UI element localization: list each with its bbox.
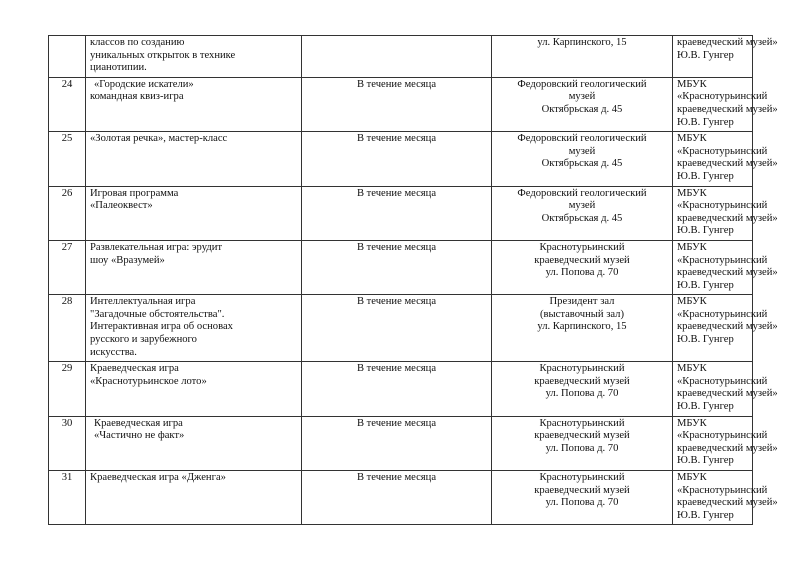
event-date: В течение месяца <box>356 296 437 308</box>
event-name-line: «Краснотурьинское лото» <box>90 375 207 387</box>
event-name-line: Интерактивная игра об основах <box>90 321 233 333</box>
event-place-line: Федоровский геологический <box>517 187 647 199</box>
row-number: 26 <box>61 187 73 199</box>
event-date-cell <box>302 362 492 416</box>
event-place-line: Краснотурьинский <box>539 417 625 429</box>
event-name-cell <box>86 416 302 470</box>
event-name-line: «Золотая речка», мастер-класс <box>90 133 228 145</box>
event-place-cell <box>492 36 673 78</box>
event-place-cell <box>492 416 673 470</box>
event-name-cell <box>86 186 302 240</box>
event-name-line: искусства. <box>90 346 137 358</box>
organizer-line: краеведческий музей» <box>677 388 778 400</box>
event-name-line: классов по созданию <box>90 37 185 48</box>
event-date-cell <box>302 416 492 470</box>
event-place-line: краеведческий музей <box>534 254 630 266</box>
event-date: В течение месяца <box>356 363 437 375</box>
event-place-line: Федоровский геологический <box>517 133 647 145</box>
event-place-cell <box>492 471 673 525</box>
organizer-line: «Краснотурьинский <box>677 200 768 212</box>
event-place-cell <box>492 362 673 416</box>
event-place-line: Октябрьская д. 45 <box>541 158 623 170</box>
event-place-line: Президент зал <box>549 296 615 308</box>
organizer-line: краеведческий музей» <box>677 37 778 48</box>
organizer-line: «Краснотурьинский <box>677 375 768 387</box>
table-row <box>49 240 753 294</box>
event-name-cell <box>86 132 302 186</box>
event-date: В течение месяца <box>356 241 437 253</box>
organizer-line: Ю.В. Гунгер <box>677 170 734 182</box>
organizer-line: Ю.В. Гунгер <box>677 334 734 346</box>
row-number: 29 <box>61 363 73 375</box>
event-name-line: Интеллектуальная игра <box>90 296 196 308</box>
organizer-line: «Краснотурьинский <box>677 484 768 496</box>
organizer-line: краеведческий музей» <box>677 267 778 279</box>
table-row <box>49 295 753 362</box>
organizer-line: краеведческий музей» <box>677 103 778 115</box>
event-name-cell <box>86 362 302 416</box>
row-number: 31 <box>61 472 73 484</box>
row-number-cell <box>49 240 86 294</box>
event-place-line: ул. Карпинского, 15 <box>537 37 627 48</box>
organizer-line: МБУК <box>677 78 707 90</box>
event-date: В течение месяца <box>356 133 437 145</box>
row-number: 28 <box>61 296 73 308</box>
event-name-line: шоу «Вразумей» <box>90 254 165 266</box>
organizer-cell <box>673 186 778 240</box>
event-place-line: Краснотурьинский <box>539 472 625 484</box>
event-place-cell <box>492 186 673 240</box>
event-name-line: "Загадочные обстоятельства". <box>90 308 225 320</box>
organizer-line: МБУК <box>677 187 707 199</box>
events-table <box>48 35 778 525</box>
organizer-line: Ю.В. Гунгер <box>677 279 734 291</box>
event-name-line: Развлекательная игра: эрудит <box>90 241 223 253</box>
table-row <box>49 362 753 416</box>
row-number-cell <box>49 362 86 416</box>
event-place-line: музей <box>568 91 596 103</box>
event-place-line: (выставочный зал) <box>540 308 624 320</box>
organizer-cell <box>673 295 778 362</box>
event-date-cell <box>302 132 492 186</box>
organizer-line: Ю.В. Гунгер <box>677 225 734 237</box>
organizer-line: МБУК <box>677 417 707 429</box>
organizer-cell <box>673 471 778 525</box>
event-date: В течение месяца <box>356 417 437 429</box>
event-name-line: командная квиз-игра <box>90 91 184 103</box>
event-place-line: ул. Карпинского, 15 <box>537 321 627 333</box>
row-number-cell <box>49 77 86 131</box>
event-place-line: Краснотурьинский <box>539 363 625 375</box>
organizer-line: МБУК <box>677 472 707 484</box>
event-name-cell <box>86 295 302 362</box>
event-date: В течение месяца <box>356 472 437 484</box>
organizer-line: краеведческий музей» <box>677 212 778 224</box>
event-date-cell <box>302 471 492 525</box>
organizer-cell <box>673 77 778 131</box>
organizer-line: краеведческий музей» <box>677 497 778 509</box>
event-place-line: ул. Попова д. 70 <box>545 442 619 454</box>
event-place-line: музей <box>568 145 596 157</box>
event-place-line: Краснотурьинский <box>539 241 625 253</box>
organizer-line: Ю.В. Гунгер <box>677 455 734 467</box>
event-name-line: уникальных открыток в технике <box>90 49 236 61</box>
organizer-line: «Краснотурьинский <box>677 91 768 103</box>
table-row <box>49 416 753 470</box>
event-date-cell <box>302 36 492 78</box>
event-place-line: Федоровский геологический <box>517 78 647 90</box>
row-number-cell <box>49 186 86 240</box>
event-name-line: «Палеоквест» <box>90 200 153 212</box>
row-number-cell <box>49 471 86 525</box>
event-place-line: краеведческий музей <box>534 430 630 442</box>
organizer-line: краеведческий музей» <box>677 158 778 170</box>
event-place-line: краеведческий музей <box>534 375 630 387</box>
organizer-line: краеведческий музей» <box>677 442 778 454</box>
organizer-line: «Краснотурьинский <box>677 430 768 442</box>
organizer-line: краеведческий музей» <box>677 321 778 333</box>
event-name-cell <box>86 471 302 525</box>
event-place-line: Октябрьская д. 45 <box>541 103 623 115</box>
event-place-cell <box>492 132 673 186</box>
event-place-line: ул. Попова д. 70 <box>545 267 619 279</box>
event-name-line: «Частично не факт» <box>94 430 185 442</box>
event-date: В течение месяца <box>356 78 437 90</box>
event-place-cell <box>492 295 673 362</box>
row-number: 30 <box>61 417 73 429</box>
organizer-cell <box>673 362 778 416</box>
row-number: 27 <box>61 241 73 253</box>
event-name-line: Игровая программа <box>90 187 179 199</box>
events-table-body <box>49 36 778 525</box>
organizer-line: Ю.В. Гунгер <box>677 401 734 413</box>
organizer-line: МБУК <box>677 241 707 253</box>
organizer-cell <box>673 36 778 78</box>
event-place-line: Октябрьская д. 45 <box>541 212 623 224</box>
event-name-line: Краеведческая игра «Дженга» <box>90 472 226 484</box>
event-name-line: русского и зарубежного <box>90 334 197 346</box>
row-number-cell <box>49 416 86 470</box>
table-row <box>49 186 753 240</box>
event-place-line: музей <box>568 200 596 212</box>
row-number: 24 <box>61 78 73 90</box>
organizer-cell <box>673 240 778 294</box>
event-place-line: краеведческий музей <box>534 484 630 496</box>
organizer-line: «Краснотурьинский <box>677 145 768 157</box>
event-date-cell <box>302 77 492 131</box>
row-number-cell <box>49 36 86 78</box>
table-row <box>49 132 753 186</box>
table-row <box>49 36 753 78</box>
event-place-line: ул. Попова д. 70 <box>545 388 619 400</box>
organizer-line: Ю.В. Гунгер <box>677 509 734 521</box>
event-date-cell <box>302 240 492 294</box>
event-name-cell <box>86 240 302 294</box>
organizer-cell <box>673 416 778 470</box>
row-number-cell <box>49 132 86 186</box>
event-place-cell <box>492 77 673 131</box>
event-name-line: цианотипии. <box>90 62 147 74</box>
organizer-line: Ю.В. Гунгер <box>677 116 734 128</box>
event-name-line: «Городские искатели» <box>94 78 194 90</box>
row-number-cell <box>49 295 86 362</box>
event-date: В течение месяца <box>356 187 437 199</box>
event-date-cell <box>302 186 492 240</box>
event-name-cell <box>86 36 302 78</box>
row-number: 25 <box>61 133 73 145</box>
organizer-cell <box>673 132 778 186</box>
event-place-cell <box>492 240 673 294</box>
event-date-cell <box>302 295 492 362</box>
organizer-line: «Краснотурьинский <box>677 254 768 266</box>
organizer-line: МБУК <box>677 363 707 375</box>
organizer-line: МБУК <box>677 296 707 308</box>
table-row <box>49 471 753 525</box>
event-name-cell <box>86 77 302 131</box>
event-name-line: Краеведческая игра <box>94 417 183 429</box>
table-row <box>49 77 753 131</box>
organizer-line: Ю.В. Гунгер <box>677 49 734 61</box>
organizer-line: «Краснотурьинский <box>677 308 768 320</box>
organizer-line: МБУК <box>677 133 707 145</box>
event-place-line: ул. Попова д. 70 <box>545 497 619 509</box>
event-name-line: Краеведческая игра <box>90 363 179 375</box>
